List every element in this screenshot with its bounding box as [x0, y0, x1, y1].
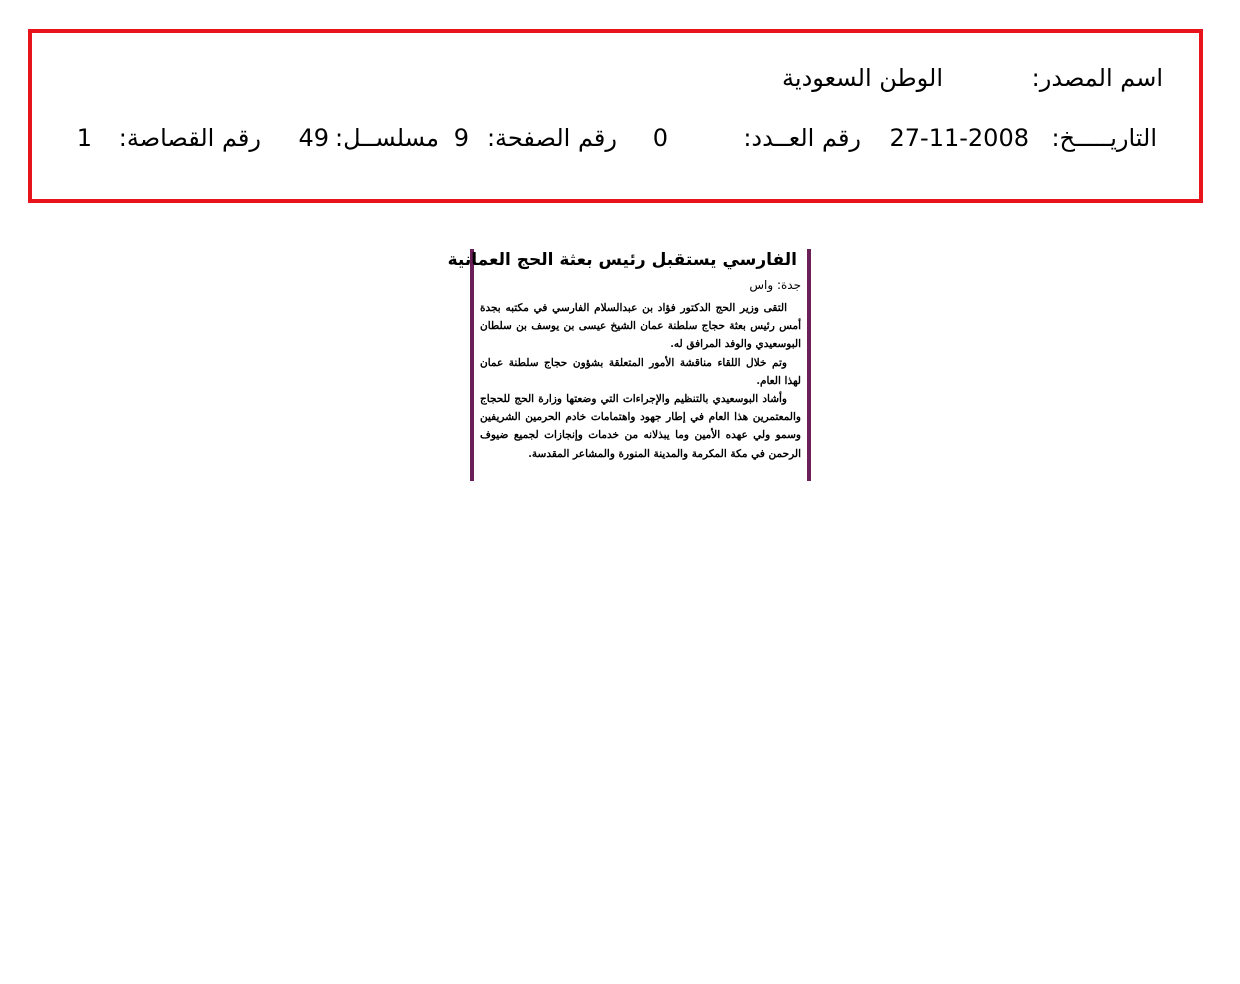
- news-clipping: [447, 249, 811, 481]
- clip-number-value: 1: [76, 124, 92, 152]
- article-body: [480, 299, 801, 463]
- date-label: التاريـــــخ:: [1051, 124, 1157, 152]
- date-value: 27-11-2008: [889, 124, 1029, 152]
- article-paragraph: وأشاد البوسعيدي بالتنظيم والإجراءات التي وضعتها وزارة الحج للحجاج والمعتمرين هذا العام في إطار جهود واهتمامات خادم الحرمين الشريفين وسمو ولي عهده الأمين وما يبذلانه من خدمات وإنجازات لجميع ضيوف الرحمن في مكة المكرمة والمدينة المنورة والمشاعر المقدسة.: [480, 393, 801, 460]
- clip-number-label: رقم القصاصة:: [118, 124, 261, 152]
- serial-value: 49: [298, 124, 329, 152]
- clipping-metadata-box: [28, 29, 1203, 203]
- issue-value: 0: [652, 124, 668, 152]
- source-value: الوطن السعودية: [782, 64, 943, 92]
- issue-label: رقم العــدد:: [743, 124, 861, 152]
- serial-label: مسلســل:: [335, 124, 439, 152]
- source-label: اسم المصدر:: [1031, 64, 1163, 92]
- metadata-row-source: [32, 58, 1199, 98]
- article-byline: جدة: واس: [749, 278, 801, 292]
- page-label: رقم الصفحة:: [486, 124, 617, 152]
- article-title: الفارسي يستقبل رئيس بعثة الحج العمانية: [447, 250, 797, 270]
- page-value: 9: [453, 124, 469, 152]
- article-paragraph: وتم خلال اللقاء مناقشة الأمور المتعلقة بشؤون حجاج سلطنة عمان لهذا العام.: [480, 356, 801, 387]
- metadata-row-details: [32, 118, 1199, 158]
- article-paragraph: التقى وزير الحج الدكتور فؤاد بن عبدالسلام الفارسي في مكتبه بجدة أمس رئيس بعثة حجاج سلطنة عمان الشيخ عيسى بن يوسف بن سلطان البوسعيدي والوفد المرافق له.: [480, 302, 801, 351]
